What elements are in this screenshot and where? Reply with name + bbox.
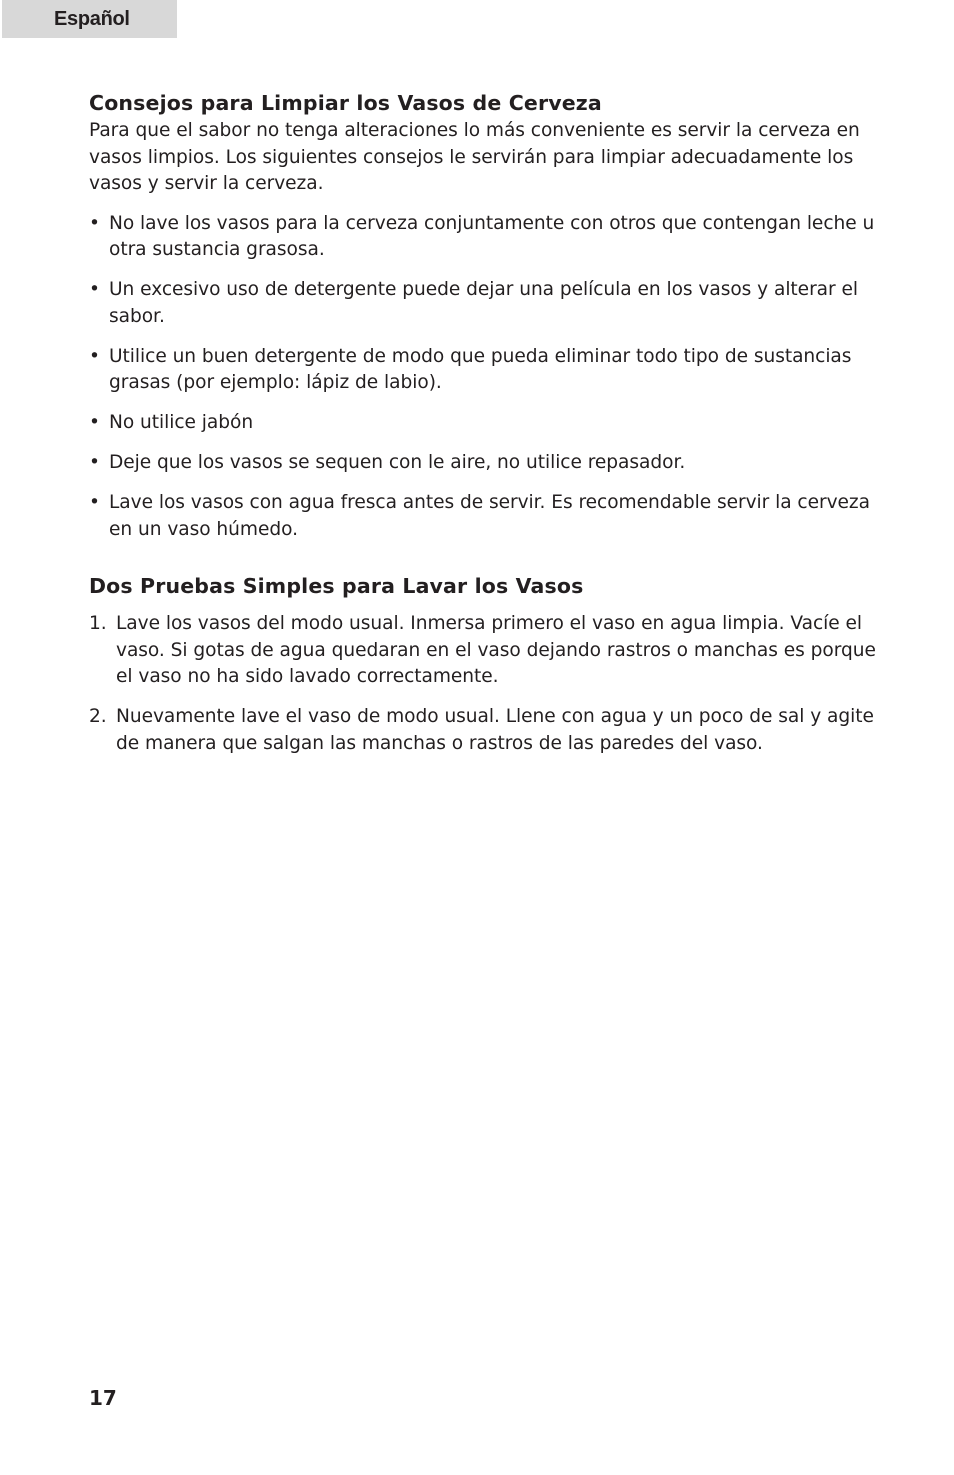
washing-tests-section xyxy=(89,571,879,757)
tip-text: Utilice un buen detergente de modo que pueda eliminar todo tipo de sustancias grasas (por ejemplo: lápiz de labio). xyxy=(109,345,852,393)
intro-paragraph: Para que el sabor no tenga alteraciones lo más conveniente es servir la cerveza en vasos limpios. Los siguientes consejos le servirán para limpiar adecuadamente los vasos y servir la cerveza. xyxy=(89,120,860,194)
list-item xyxy=(89,277,879,330)
language-tab: Español xyxy=(2,0,177,38)
tip-text: Lave los vasos con agua fresca antes de servir. Es recomendable servir la cerveza en un vaso húmedo. xyxy=(109,492,870,540)
cleaning-tips-section xyxy=(89,88,879,543)
list-item xyxy=(89,211,879,264)
tip-text: No utilice jabón xyxy=(109,412,254,433)
bullet: • xyxy=(89,212,100,234)
tips-list xyxy=(89,211,879,544)
page-number: 17 xyxy=(89,1386,117,1410)
bullet: • xyxy=(89,492,100,513)
list-item xyxy=(89,704,879,757)
step-number: 1. xyxy=(89,613,107,634)
tests-list xyxy=(89,611,879,757)
list-item xyxy=(89,450,879,477)
list-item xyxy=(89,490,879,543)
section-title-cleaning-tips: Consejos para Limpiar los Vasos de Cerveza xyxy=(89,91,602,115)
step-text: Nuevamente lave el vaso de modo usual. Llene con agua y un poco de sal y agite de manera que salgan las manchas o rastros de las paredes del vaso. xyxy=(116,706,874,754)
list-item xyxy=(89,611,879,691)
list-item xyxy=(89,344,879,397)
bullet: • xyxy=(89,452,100,473)
bullet: • xyxy=(89,279,100,300)
tip-text: Deje que los vasos se sequen con le aire, no utilice repasador. xyxy=(109,452,686,473)
tip-text: Un excesivo uso de detergente puede dejar una película en los vasos y alterar el sabor. xyxy=(109,279,858,327)
bullet: • xyxy=(89,412,100,433)
list-item xyxy=(89,410,879,437)
tip-text: No lave los vasos para la cerveza conjuntamente con otros que contengan leche u otra sustancia grasosa. xyxy=(109,212,875,260)
section-title-washing-tests: Dos Pruebas Simples para Lavar los Vasos xyxy=(89,574,584,598)
step-text: Lave los vasos del modo usual. Inmersa primero el vaso en agua limpia. Vacíe el vaso. Si gotas de agua quedaran en el vaso dejando rastros o manchas es porque el vaso no ha sido lavado correctamente. xyxy=(116,613,876,687)
page-content xyxy=(89,88,879,771)
step-number: 2. xyxy=(89,706,107,727)
bullet: • xyxy=(89,345,100,367)
